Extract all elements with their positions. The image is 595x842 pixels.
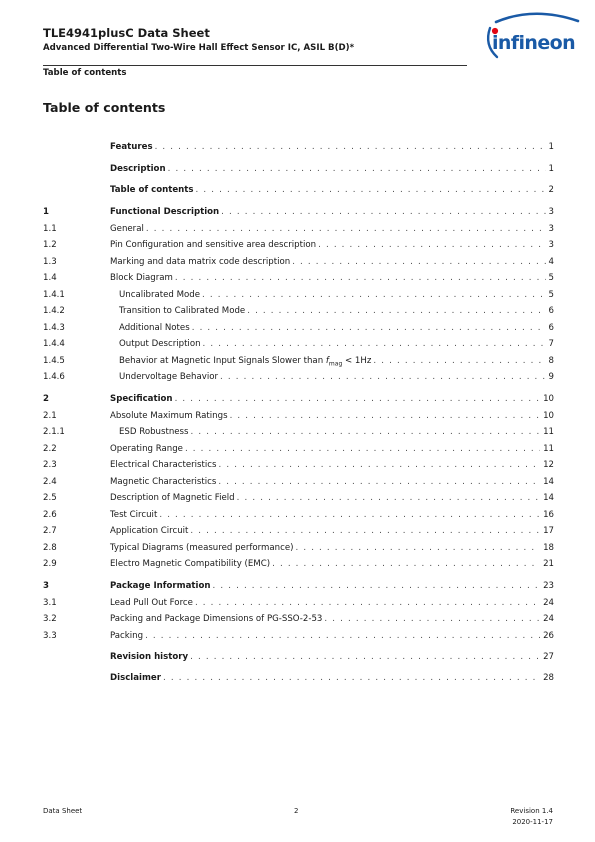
toc-entry-title[interactable]: Undervoltage Behavior [119, 372, 219, 382]
toc-entry[interactable] [43, 393, 554, 406]
toc-entry-number: 1.4.2 [43, 306, 65, 316]
toc-dot-leader [145, 630, 540, 643]
toc-entry-page[interactable]: 8 [548, 356, 554, 366]
toc-entry-title[interactable]: Package Information [110, 581, 211, 591]
toc-entry[interactable] [43, 355, 554, 368]
toc-entry-page[interactable]: 14 [543, 477, 554, 487]
toc-entry[interactable] [43, 542, 554, 555]
toc-entry-page[interactable]: 14 [543, 493, 554, 503]
toc-entry-title[interactable]: Absolute Maximum Ratings [110, 411, 228, 421]
toc-entry-number: 1.4.3 [43, 323, 65, 333]
toc-dot-leader [247, 305, 545, 318]
svg-text:infineon: infineon [492, 32, 576, 54]
toc-entry-title[interactable]: Block Diagram [110, 273, 173, 283]
toc-entry[interactable] [43, 184, 554, 197]
toc-entry-page[interactable]: 10 [543, 411, 554, 421]
toc-entry-page[interactable]: 28 [543, 673, 554, 683]
toc-entry-page[interactable]: 5 [548, 290, 554, 300]
toc-entry[interactable] [43, 163, 554, 176]
toc-entry-page[interactable]: 3 [548, 240, 554, 250]
toc-entry-page[interactable]: 11 [543, 427, 554, 437]
toc-dot-leader [175, 393, 541, 406]
toc-entry-page[interactable]: 3 [548, 207, 554, 217]
toc-dot-leader [218, 476, 540, 489]
toc-entry-number: 3.1 [43, 598, 57, 608]
toc-entry-title[interactable]: Pin Configuration and sensitive area description [110, 240, 317, 250]
toc-entry[interactable] [43, 580, 554, 593]
toc-dot-leader [202, 289, 546, 302]
toc-entry[interactable] [43, 206, 554, 219]
toc-entry[interactable] [43, 651, 554, 664]
toc-entry-title[interactable]: Additional Notes [119, 323, 190, 333]
toc-entry-title[interactable]: Description [110, 164, 166, 174]
toc-dot-leader [237, 492, 540, 505]
toc-entry[interactable] [43, 410, 554, 423]
toc-entry-number: 2.4 [43, 477, 57, 487]
infineon-logo [482, 12, 587, 62]
toc-dot-leader [146, 223, 546, 236]
toc-entry-title[interactable]: ESD Robustness [119, 427, 189, 437]
toc-entry-page[interactable]: 3 [548, 224, 554, 234]
toc-entry-page[interactable]: 9 [548, 372, 554, 382]
toc-entry-number: 2.6 [43, 510, 57, 520]
toc-entry-number: 1.3 [43, 257, 57, 267]
toc-dot-leader [373, 355, 545, 368]
toc-entry-title[interactable]: Features [110, 142, 153, 152]
toc-entry-title[interactable]: Transition to Calibrated Mode [119, 306, 246, 316]
toc-entry[interactable] [43, 672, 554, 685]
toc-entry-title[interactable]: Marking and data matrix code description [110, 257, 291, 267]
toc-entry-number: 1.4.1 [43, 290, 65, 300]
toc-entry[interactable] [43, 476, 554, 489]
toc-entry[interactable] [43, 443, 554, 456]
toc-entry-number: 1.4.4 [43, 339, 65, 349]
toc-dot-leader [163, 672, 540, 685]
toc-dot-leader [191, 426, 541, 439]
toc-dot-leader [190, 651, 540, 664]
document-subtitle: Advanced Differential Two-Wire Hall Effect Sensor IC, ASIL B(D)* [43, 43, 355, 53]
footer-date: 2020-11-17 [512, 818, 553, 826]
toc-entry[interactable] [43, 305, 554, 318]
toc-entry-number: 3 [43, 581, 49, 591]
toc-entry-title[interactable]: Electro Magnetic Compatibility (EMC) [110, 559, 271, 569]
toc-dot-leader [218, 459, 540, 472]
toc-entry-page[interactable]: 4 [548, 257, 554, 267]
toc-entry-number: 2.3 [43, 460, 57, 470]
toc-dot-leader [190, 525, 540, 538]
toc-dot-leader [220, 371, 546, 384]
toc-dot-leader [324, 613, 540, 626]
toc-entry-page[interactable]: 6 [548, 323, 554, 333]
toc-dot-leader [192, 322, 546, 335]
toc-entry[interactable] [43, 630, 554, 643]
toc-entry-number: 1.4.5 [43, 356, 65, 366]
toc-entry-title[interactable]: Revision history [110, 652, 189, 662]
toc-entry-number: 1.1 [43, 224, 57, 234]
toc-entry-page[interactable]: 5 [548, 273, 554, 283]
toc-entry-title[interactable]: Electrical Characteristics [110, 460, 217, 470]
toc-entry-number: 1.2 [43, 240, 57, 250]
toc-dot-leader [295, 542, 540, 555]
toc-entry-title[interactable]: Application Circuit [110, 526, 189, 536]
toc-entry-page[interactable]: 17 [543, 526, 554, 536]
toc-entry-number: 2 [43, 394, 49, 404]
toc-dot-leader [159, 509, 540, 522]
toc-entry[interactable] [43, 426, 554, 439]
toc-entry-title[interactable]: Packing [110, 631, 144, 641]
toc-entry-title[interactable]: Operating Range [110, 444, 183, 454]
toc-entry-title[interactable]: Typical Diagrams (measured performance) [110, 543, 294, 553]
toc-entry-page[interactable]: 24 [543, 598, 554, 608]
header-rule [43, 65, 467, 66]
toc-entry-number: 2.1 [43, 411, 57, 421]
toc-entry-number: 2.5 [43, 493, 57, 503]
toc-entry-title[interactable]: Test Circuit [110, 510, 158, 520]
toc-entry[interactable] [43, 459, 554, 472]
toc-dot-leader [230, 410, 541, 423]
toc-entry-number: 1.4.6 [43, 372, 65, 382]
document-title: TLE4941plusC Data Sheet [43, 26, 210, 40]
toc-entry-page[interactable]: 10 [543, 394, 554, 404]
toc-entry-title[interactable]: Output Description [119, 339, 201, 349]
toc-dot-leader [272, 558, 540, 571]
toc-dot-leader [221, 206, 545, 219]
toc-entry[interactable] [43, 558, 554, 571]
toc-entry-page[interactable]: 24 [543, 614, 554, 624]
toc-entry-page[interactable]: 1 [548, 142, 554, 152]
toc-entry-number: 3.2 [43, 614, 57, 624]
toc-entry[interactable] [43, 272, 554, 285]
toc-entry-number: 1 [43, 207, 49, 217]
toc-entry-number: 3.3 [43, 631, 57, 641]
toc-entry-page[interactable]: 21 [543, 559, 554, 569]
toc-entry-number: 2.9 [43, 559, 57, 569]
toc-entry-number: 2.8 [43, 543, 57, 553]
toc-entry[interactable] [43, 525, 554, 538]
toc-entry-title[interactable]: Behavior at Magnetic Input Signals Slower than $f_{mag} < 1Hz$ [119, 356, 372, 368]
toc-entry-title[interactable]: Magnetic Characteristics [110, 477, 217, 487]
toc-dot-leader [196, 184, 546, 197]
page-number: 2 [294, 807, 299, 815]
toc-entry-title[interactable]: Table of contents [110, 185, 194, 195]
toc-entry[interactable] [43, 322, 554, 335]
toc-entry-title[interactable]: Uncalibrated Mode [119, 290, 201, 300]
toc-dot-leader [318, 239, 545, 252]
toc-dot-leader [155, 141, 546, 154]
toc-entry-number: 2.1.1 [43, 427, 65, 437]
toc-dot-leader [203, 338, 546, 351]
toc-entry-number: 2.7 [43, 526, 57, 536]
toc-dot-leader [292, 256, 545, 269]
toc-entry-page[interactable]: 23 [543, 581, 554, 591]
toc-entry[interactable] [43, 338, 554, 351]
toc-entry-title[interactable]: Specification [110, 394, 173, 404]
toc-entry-title[interactable]: General [110, 224, 144, 234]
toc-dot-leader [185, 443, 540, 456]
toc-entry-page[interactable]: 1 [548, 164, 554, 174]
toc-entry-title[interactable]: Lead Pull Out Force [110, 598, 193, 608]
toc-entry[interactable] [43, 239, 554, 252]
toc-entry[interactable] [43, 597, 554, 610]
toc-entry-page[interactable]: 27 [543, 652, 554, 662]
toc-entry-title[interactable]: Functional Description [110, 207, 220, 217]
toc-entry-page[interactable]: 11 [543, 444, 554, 454]
toc-heading: Table of contents [43, 100, 166, 115]
toc-dot-leader [168, 163, 546, 176]
toc-entry-page[interactable]: 12 [543, 460, 554, 470]
footer-left: Data Sheet [43, 807, 83, 815]
toc-entry-title[interactable]: Description of Magnetic Field [110, 493, 235, 503]
toc-entry-page[interactable]: 26 [543, 631, 554, 641]
toc-entry[interactable] [43, 289, 554, 302]
toc-dot-leader [175, 272, 546, 285]
toc-dot-leader [195, 597, 540, 610]
toc-entry-page[interactable]: 16 [543, 510, 554, 520]
toc-entry-title[interactable]: Packing and Package Dimensions of PG-SSO-2-53 [110, 614, 323, 624]
footer-revision: Revision 1.4 [510, 807, 553, 815]
toc-entry[interactable] [43, 613, 554, 626]
toc-entry-number: 2.2 [43, 444, 57, 454]
toc-dot-leader [212, 580, 540, 593]
toc-entry[interactable] [43, 256, 554, 269]
toc-entry-page[interactable]: 7 [548, 339, 554, 349]
toc-entry-page[interactable]: 18 [543, 543, 554, 553]
toc-entry-page[interactable]: 6 [548, 306, 554, 316]
toc-entry[interactable] [43, 141, 554, 154]
toc-entry[interactable] [43, 509, 554, 522]
toc-entry[interactable] [43, 371, 554, 384]
toc-entry-page[interactable]: 2 [548, 185, 554, 195]
toc-entry[interactable] [43, 492, 554, 505]
toc-entry[interactable] [43, 223, 554, 236]
running-section-title: Table of contents [43, 68, 127, 78]
toc-entry-title[interactable]: Disclaimer [110, 673, 162, 683]
toc-entry-number: 1.4 [43, 273, 57, 283]
